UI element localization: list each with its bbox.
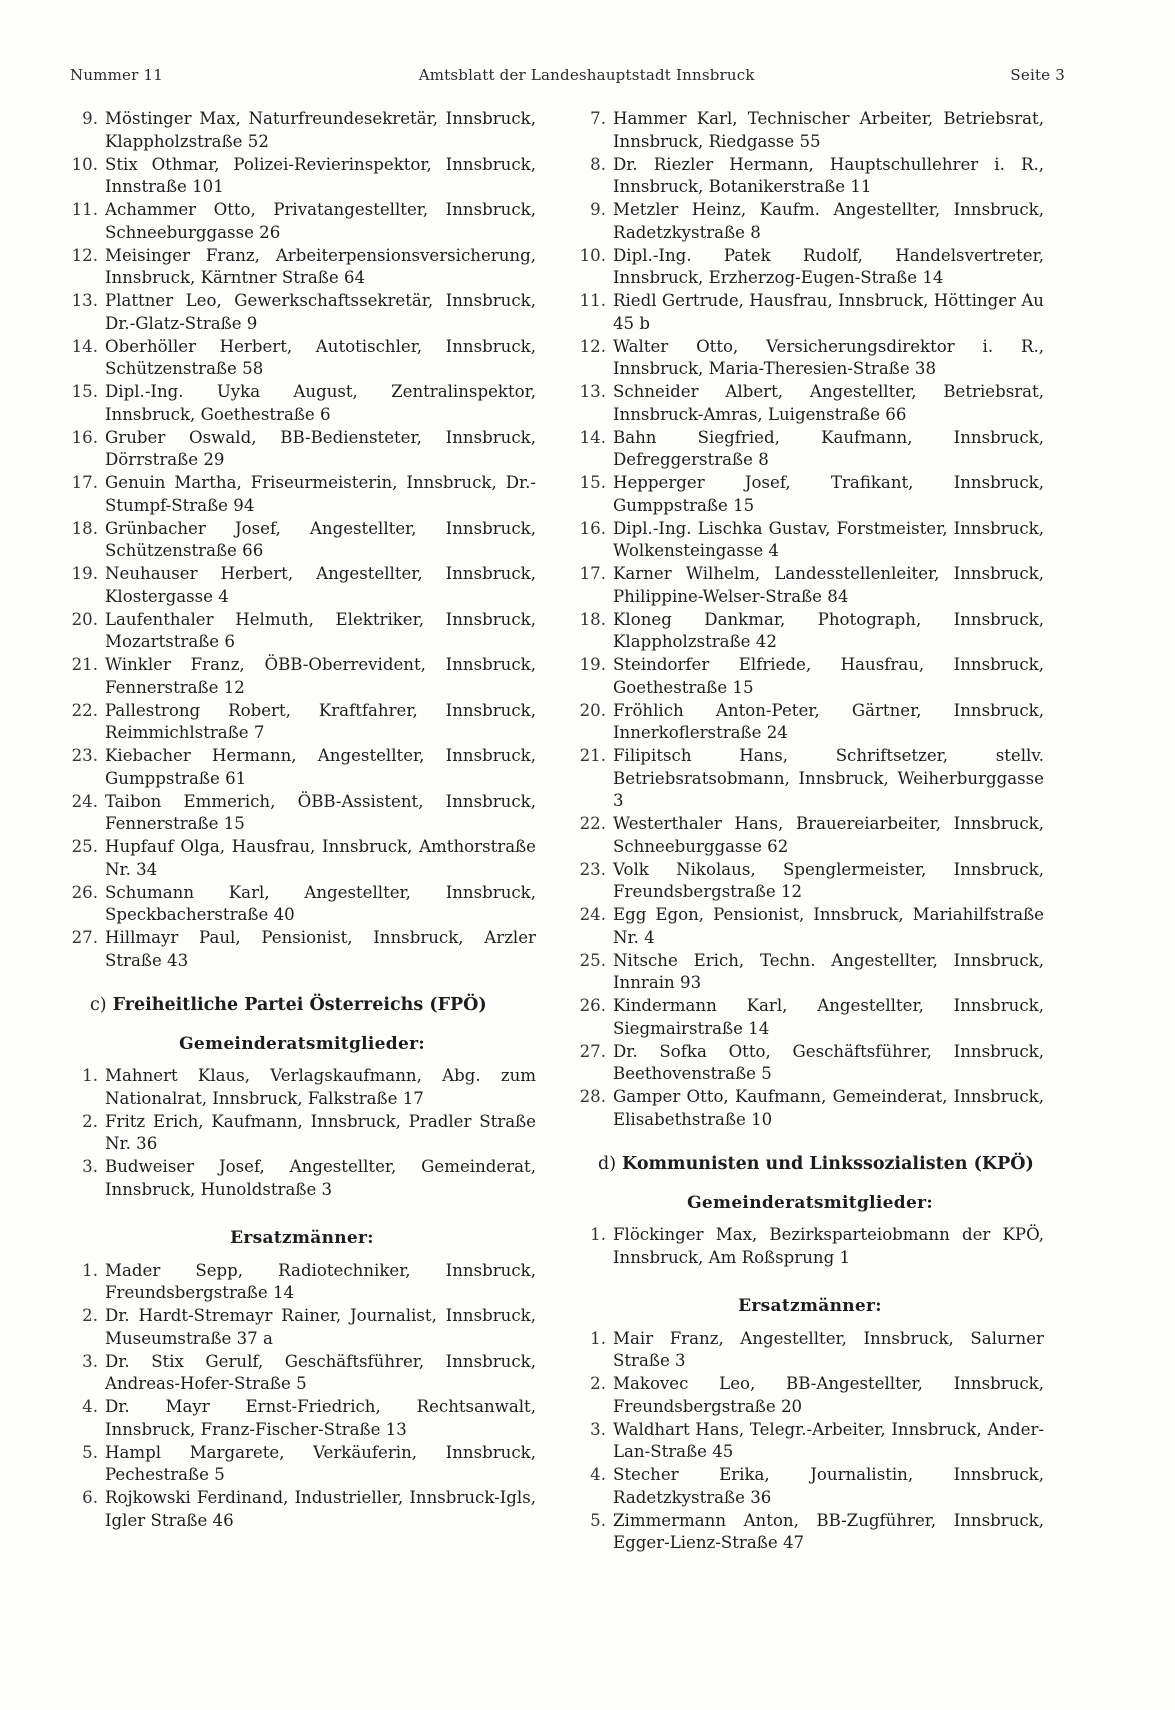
entry-number: 21. xyxy=(71,655,98,674)
entry-number: 1. xyxy=(82,1066,98,1085)
entry-number: 11. xyxy=(71,200,98,219)
entry-text: Fröhlich Anton-Peter, Gärtner, Innsbruck, Innerkoflerstraße 24 xyxy=(613,700,1044,742)
entry-text: Pallestrong Robert, Kraftfahrer, Innsbruck, Reimmichlstraße 7 xyxy=(105,700,536,742)
entry-text: Dr. Stix Gerulf, Geschäftsführer, Innsbruck, Andreas-Hofer-Straße 5 xyxy=(105,1351,536,1393)
entry-number: 23. xyxy=(579,859,606,879)
entry-text: Dr. Mayr Ernst-Friedrich, Rechtsanwalt, Innsbruck, Franz-Fischer-Straße 13 xyxy=(105,1397,536,1439)
list-entry xyxy=(576,813,1044,858)
list-entry xyxy=(68,1260,536,1305)
list-entry xyxy=(576,245,1044,290)
entry-number: 24. xyxy=(579,905,606,924)
entry-number: 12. xyxy=(579,336,606,356)
entry-text: Kloneg Dankmar, Photograph, Innsbruck, Klappholzstraße 42 xyxy=(613,609,1044,651)
list-entry xyxy=(68,1351,536,1396)
entry-text: Steindorfer Elfriede, Hausfrau, Innsbruck, Goethestraße 15 xyxy=(613,655,1044,697)
list-entry xyxy=(68,1305,536,1350)
entry-number: 27. xyxy=(579,1041,606,1061)
entry-number: 22. xyxy=(579,814,606,833)
gemeinderat-list xyxy=(68,1065,536,1201)
ersatz-list xyxy=(576,1328,1044,1555)
list-entry xyxy=(576,381,1044,426)
entry-number: 23. xyxy=(71,746,98,765)
entry-text: Hepperger Josef, Trafikant, Innsbruck, Gumppstraße 15 xyxy=(613,473,1044,515)
issue-number: Nummer 11 xyxy=(70,66,163,84)
entry-text: Riedl Gertrude, Hausfrau, Innsbruck, Höttinger Au 45 b xyxy=(613,291,1044,333)
entry-number: 18. xyxy=(579,609,606,629)
list-entry xyxy=(68,1396,536,1441)
right-column xyxy=(576,108,1044,1555)
entry-text: Mader Sepp, Radiotechniker, Innsbruck, Freundsbergstraße 14 xyxy=(105,1260,536,1302)
entry-number: 1. xyxy=(590,1225,606,1244)
list-entry xyxy=(576,1464,1044,1509)
entry-text: Winkler Franz, ÖBB-Oberrevident, Innsbruck, Fennerstraße 12 xyxy=(105,655,536,697)
entry-number: 17. xyxy=(71,473,98,492)
list-entry xyxy=(68,518,536,563)
list-entry xyxy=(576,654,1044,699)
entry-text: Hupfauf Olga, Hausfrau, Innsbruck, Amthorstraße Nr. 34 xyxy=(105,837,536,879)
entry-text: Bahn Siegfried, Kaufmann, Innsbruck, Defreggerstraße 8 xyxy=(613,427,1044,469)
entry-text: Dr. Hardt-Stremayr Rainer, Journalist, Innsbruck, Museumstraße 37 a xyxy=(105,1306,536,1348)
list-entry xyxy=(576,472,1044,517)
entry-text: Genuin Martha, Friseurmeisterin, Innsbruck, Dr.-Stumpf-Straße 94 xyxy=(105,473,536,515)
gemeinderat-heading: Gemeinderatsmitglieder: xyxy=(179,1033,425,1054)
entry-number: 10. xyxy=(71,154,98,174)
entry-number: 19. xyxy=(71,564,98,583)
entry-number: 17. xyxy=(579,564,606,583)
list-entry xyxy=(576,1373,1044,1418)
entry-number: 22. xyxy=(71,700,98,720)
entry-text: Plattner Leo, Gewerkschaftssekretär, Innsbruck, Dr.-Glatz-Straße 9 xyxy=(105,291,536,333)
entry-text: Rojkowski Ferdinand, Industrieller, Innsbruck-Igls, Igler Straße 46 xyxy=(105,1488,536,1530)
list-entry xyxy=(68,563,536,608)
list-entry xyxy=(68,654,536,699)
left-column xyxy=(68,108,536,1533)
list-entry xyxy=(68,745,536,790)
list-entry xyxy=(576,859,1044,904)
entry-number: 1. xyxy=(82,1260,98,1280)
entry-number: 15. xyxy=(579,473,606,492)
entry-number: 26. xyxy=(579,996,606,1015)
list-entry xyxy=(576,904,1044,949)
entry-number: 19. xyxy=(579,655,606,674)
entry-number: 11. xyxy=(579,291,606,310)
entry-number: 10. xyxy=(579,245,606,265)
list-entry xyxy=(68,1156,536,1201)
entry-number: 14. xyxy=(71,336,98,356)
entry-number: 25. xyxy=(71,837,98,856)
list-entry xyxy=(68,609,536,654)
list-entry xyxy=(576,1086,1044,1131)
party-heading xyxy=(90,994,536,1017)
list-entry xyxy=(576,609,1044,654)
list-entry xyxy=(576,1041,1044,1086)
party-name: Kommunisten und Linkssozialisten (KPÖ) xyxy=(622,1154,1034,1174)
gemeinderat-heading: Gemeinderatsmitglieder: xyxy=(687,1192,933,1213)
list-entry xyxy=(576,108,1044,153)
list-entry xyxy=(68,791,536,836)
party-letter: c) xyxy=(90,995,107,1015)
entry-number: 2. xyxy=(82,1306,98,1325)
list-entry xyxy=(576,1419,1044,1464)
list-entry xyxy=(68,882,536,927)
entry-text: Hampl Margarete, Verkäuferin, Innsbruck, Pechestraße 5 xyxy=(105,1442,536,1484)
list-entry xyxy=(576,1224,1044,1269)
entry-number: 6. xyxy=(82,1488,98,1507)
entry-text: Dipl.-Ing. Uyka August, Zentralinspektor, Innsbruck, Goethestraße 6 xyxy=(105,382,536,424)
list-entry xyxy=(68,1487,536,1532)
list-entry xyxy=(68,1065,536,1110)
entry-text: Gamper Otto, Kaufmann, Gemeinderat, Innsbruck, Elisabethstraße 10 xyxy=(613,1087,1044,1129)
entry-text: Stecher Erika, Journalistin, Innsbruck, Radetzkystraße 36 xyxy=(613,1465,1044,1507)
entry-text: Achammer Otto, Privatangestellter, Innsbruck, Schneeburggasse 26 xyxy=(105,200,536,242)
entry-text: Dr. Riezler Hermann, Hauptschullehrer i. R., Innsbruck, Botanikerstraße 11 xyxy=(613,154,1044,196)
entry-text: Metzler Heinz, Kaufm. Angestellter, Innsbruck, Radetzkystraße 8 xyxy=(613,200,1044,242)
entry-text: Hillmayr Paul, Pensionist, Innsbruck, Arzler Straße 43 xyxy=(105,928,536,970)
entry-text: Stix Othmar, Polizei-Revierinspektor, Innsbruck, Innstraße 101 xyxy=(105,154,536,196)
entry-number: 4. xyxy=(82,1397,98,1416)
entry-text: Nitsche Erich, Techn. Angestellter, Innsbruck, Innrain 93 xyxy=(613,950,1044,992)
ersatz-list xyxy=(68,1260,536,1533)
page-number: Seite 3 xyxy=(1010,66,1065,84)
entry-text: Neuhauser Herbert, Angestellter, Innsbruck, Klostergasse 4 xyxy=(105,564,536,606)
list-entry xyxy=(576,427,1044,472)
publication-title: Amtsblatt der Landeshauptstadt Innsbruck xyxy=(418,66,755,84)
list-entry xyxy=(68,836,536,881)
entry-text: Volk Nikolaus, Spenglermeister, Innsbruck, Freundsbergstraße 12 xyxy=(613,859,1044,901)
entry-text: Gruber Oswald, BB-Bediensteter, Innsbruck, Dörrstraße 29 xyxy=(105,427,536,469)
entry-number: 15. xyxy=(71,382,98,401)
entry-number: 3. xyxy=(82,1157,98,1176)
entry-number: 18. xyxy=(71,518,98,538)
entry-text: Mahnert Klaus, Verlagskaufmann, Abg. zum Nationalrat, Innsbruck, Falkstraße 17 xyxy=(105,1066,536,1108)
entry-text: Karner Wilhelm, Landesstellenleiter, Innsbruck, Philippine-Welser-Straße 84 xyxy=(613,564,1044,606)
entry-text: Waldhart Hans, Telegr.-Arbeiter, Innsbruck, Ander-Lan-Straße 45 xyxy=(613,1419,1044,1461)
entry-number: 16. xyxy=(579,518,606,538)
entry-number: 7. xyxy=(590,109,606,128)
entry-list-top xyxy=(576,108,1044,1131)
entry-number: 13. xyxy=(71,291,98,310)
entry-number: 2. xyxy=(590,1374,606,1393)
list-entry xyxy=(576,563,1044,608)
list-entry xyxy=(576,290,1044,335)
list-entry xyxy=(576,199,1044,244)
ersatz-heading: Ersatzmänner: xyxy=(738,1296,882,1316)
entry-number: 8. xyxy=(590,154,606,174)
party-name: Freiheitliche Partei Österreichs (FPÖ) xyxy=(112,995,487,1015)
entry-text: Zimmermann Anton, BB-Zugführer, Innsbruck, Egger-Lienz-Straße 47 xyxy=(613,1510,1044,1552)
list-entry xyxy=(68,290,536,335)
entry-number: 13. xyxy=(579,382,606,401)
list-entry xyxy=(68,927,536,972)
list-entry xyxy=(68,427,536,472)
entry-number: 1. xyxy=(590,1328,606,1348)
party-heading xyxy=(598,1153,1044,1176)
entry-number: 9. xyxy=(590,200,606,219)
entry-text: Möstinger Max, Naturfreundesekretär, Innsbruck, Klappholzstraße 52 xyxy=(105,109,536,151)
list-entry xyxy=(576,950,1044,995)
entry-text: Egg Egon, Pensionist, Innsbruck, Mariahilfstraße Nr. 4 xyxy=(613,905,1044,947)
entry-number: 20. xyxy=(71,609,98,629)
list-entry xyxy=(68,108,536,153)
entry-number: 21. xyxy=(579,746,606,765)
entry-text: Fritz Erich, Kaufmann, Innsbruck, Pradler Straße Nr. 36 xyxy=(105,1111,536,1153)
entry-text: Mair Franz, Angestellter, Innsbruck, Salurner Straße 3 xyxy=(613,1328,1044,1370)
list-entry xyxy=(576,1510,1044,1555)
entry-number: 5. xyxy=(590,1510,606,1530)
entry-number: 12. xyxy=(71,245,98,265)
entry-number: 2. xyxy=(82,1111,98,1131)
entry-text: Flöckinger Max, Bezirksparteiobmann der KPÖ, Innsbruck, Am Roßsprung 1 xyxy=(613,1225,1044,1267)
entry-number: 3. xyxy=(590,1419,606,1439)
entry-number: 16. xyxy=(71,427,98,447)
entry-text: Oberhöller Herbert, Autotischler, Innsbruck, Schützenstraße 58 xyxy=(105,336,536,378)
list-entry xyxy=(68,1442,536,1487)
entry-number: 14. xyxy=(579,427,606,447)
entry-text: Schumann Karl, Angestellter, Innsbruck, Speckbacherstraße 40 xyxy=(105,882,536,924)
entry-number: 26. xyxy=(71,882,98,902)
entry-text: Dr. Sofka Otto, Geschäftsführer, Innsbruck, Beethovenstraße 5 xyxy=(613,1041,1044,1083)
list-entry xyxy=(576,1328,1044,1373)
list-entry xyxy=(68,336,536,381)
list-entry xyxy=(576,518,1044,563)
list-entry xyxy=(68,245,536,290)
entry-number: 3. xyxy=(82,1351,98,1371)
entry-text: Grünbacher Josef, Angestellter, Innsbruck, Schützenstraße 66 xyxy=(105,518,536,560)
ersatz-heading: Ersatzmänner: xyxy=(230,1228,374,1248)
list-entry xyxy=(576,995,1044,1040)
list-entry xyxy=(68,700,536,745)
list-entry xyxy=(576,745,1044,813)
entry-number: 28. xyxy=(579,1087,606,1106)
entry-text: Kindermann Karl, Angestellter, Innsbruck, Siegmairstraße 14 xyxy=(613,996,1044,1038)
list-entry xyxy=(68,472,536,517)
entry-number: 20. xyxy=(579,700,606,720)
entry-text: Walter Otto, Versicherungsdirektor i. R., Innsbruck, Maria-Theresien-Straße 38 xyxy=(613,336,1044,378)
entry-text: Filipitsch Hans, Schriftsetzer, stellv. Betriebsratsobmann, Innsbruck, Weiherburggasse 3 xyxy=(613,746,1044,810)
entry-text: Westerthaler Hans, Brauereiarbeiter, Innsbruck, Schneeburggasse 62 xyxy=(613,814,1044,856)
list-entry xyxy=(68,1111,536,1156)
list-entry xyxy=(576,336,1044,381)
list-entry xyxy=(68,381,536,426)
party-letter: d) xyxy=(598,1154,617,1174)
entry-text: Dipl.-Ing. Lischka Gustav, Forstmeister, Innsbruck, Wolkensteingasse 4 xyxy=(613,518,1044,560)
entry-number: 5. xyxy=(82,1442,98,1462)
entry-number: 4. xyxy=(590,1465,606,1484)
list-entry xyxy=(68,154,536,199)
entry-text: Schneider Albert, Angestellter, Betriebsrat, Innsbruck-Amras, Luigenstraße 66 xyxy=(613,382,1044,424)
entry-number: 9. xyxy=(82,109,98,128)
entry-list-top xyxy=(68,108,536,972)
entry-text: Laufenthaler Helmuth, Elektriker, Innsbruck, Mozartstraße 6 xyxy=(105,609,536,651)
entry-text: Hammer Karl, Technischer Arbeiter, Betriebsrat, Innsbruck, Riedgasse 55 xyxy=(613,109,1044,151)
entry-text: Meisinger Franz, Arbeiterpensionsversicherung, Innsbruck, Kärntner Straße 64 xyxy=(105,245,536,287)
entry-number: 27. xyxy=(71,928,98,947)
page-header xyxy=(70,66,1065,84)
entry-text: Dipl.-Ing. Patek Rudolf, Handelsvertreter, Innsbruck, Erzherzog-Eugen-Straße 14 xyxy=(613,245,1044,287)
list-entry xyxy=(576,154,1044,199)
entry-number: 25. xyxy=(579,950,606,970)
list-entry xyxy=(68,199,536,244)
entry-text: Kiebacher Hermann, Angestellter, Innsbruck, Gumppstraße 61 xyxy=(105,746,536,788)
entry-text: Budweiser Josef, Angestellter, Gemeinderat, Innsbruck, Hunoldstraße 3 xyxy=(105,1157,536,1199)
entry-text: Makovec Leo, BB-Angestellter, Innsbruck, Freundsbergstraße 20 xyxy=(613,1374,1044,1416)
entry-text: Taibon Emmerich, ÖBB-Assistent, Innsbruck, Fennerstraße 15 xyxy=(105,791,536,833)
gemeinderat-list xyxy=(576,1224,1044,1269)
entry-number: 24. xyxy=(71,791,98,811)
list-entry xyxy=(576,700,1044,745)
